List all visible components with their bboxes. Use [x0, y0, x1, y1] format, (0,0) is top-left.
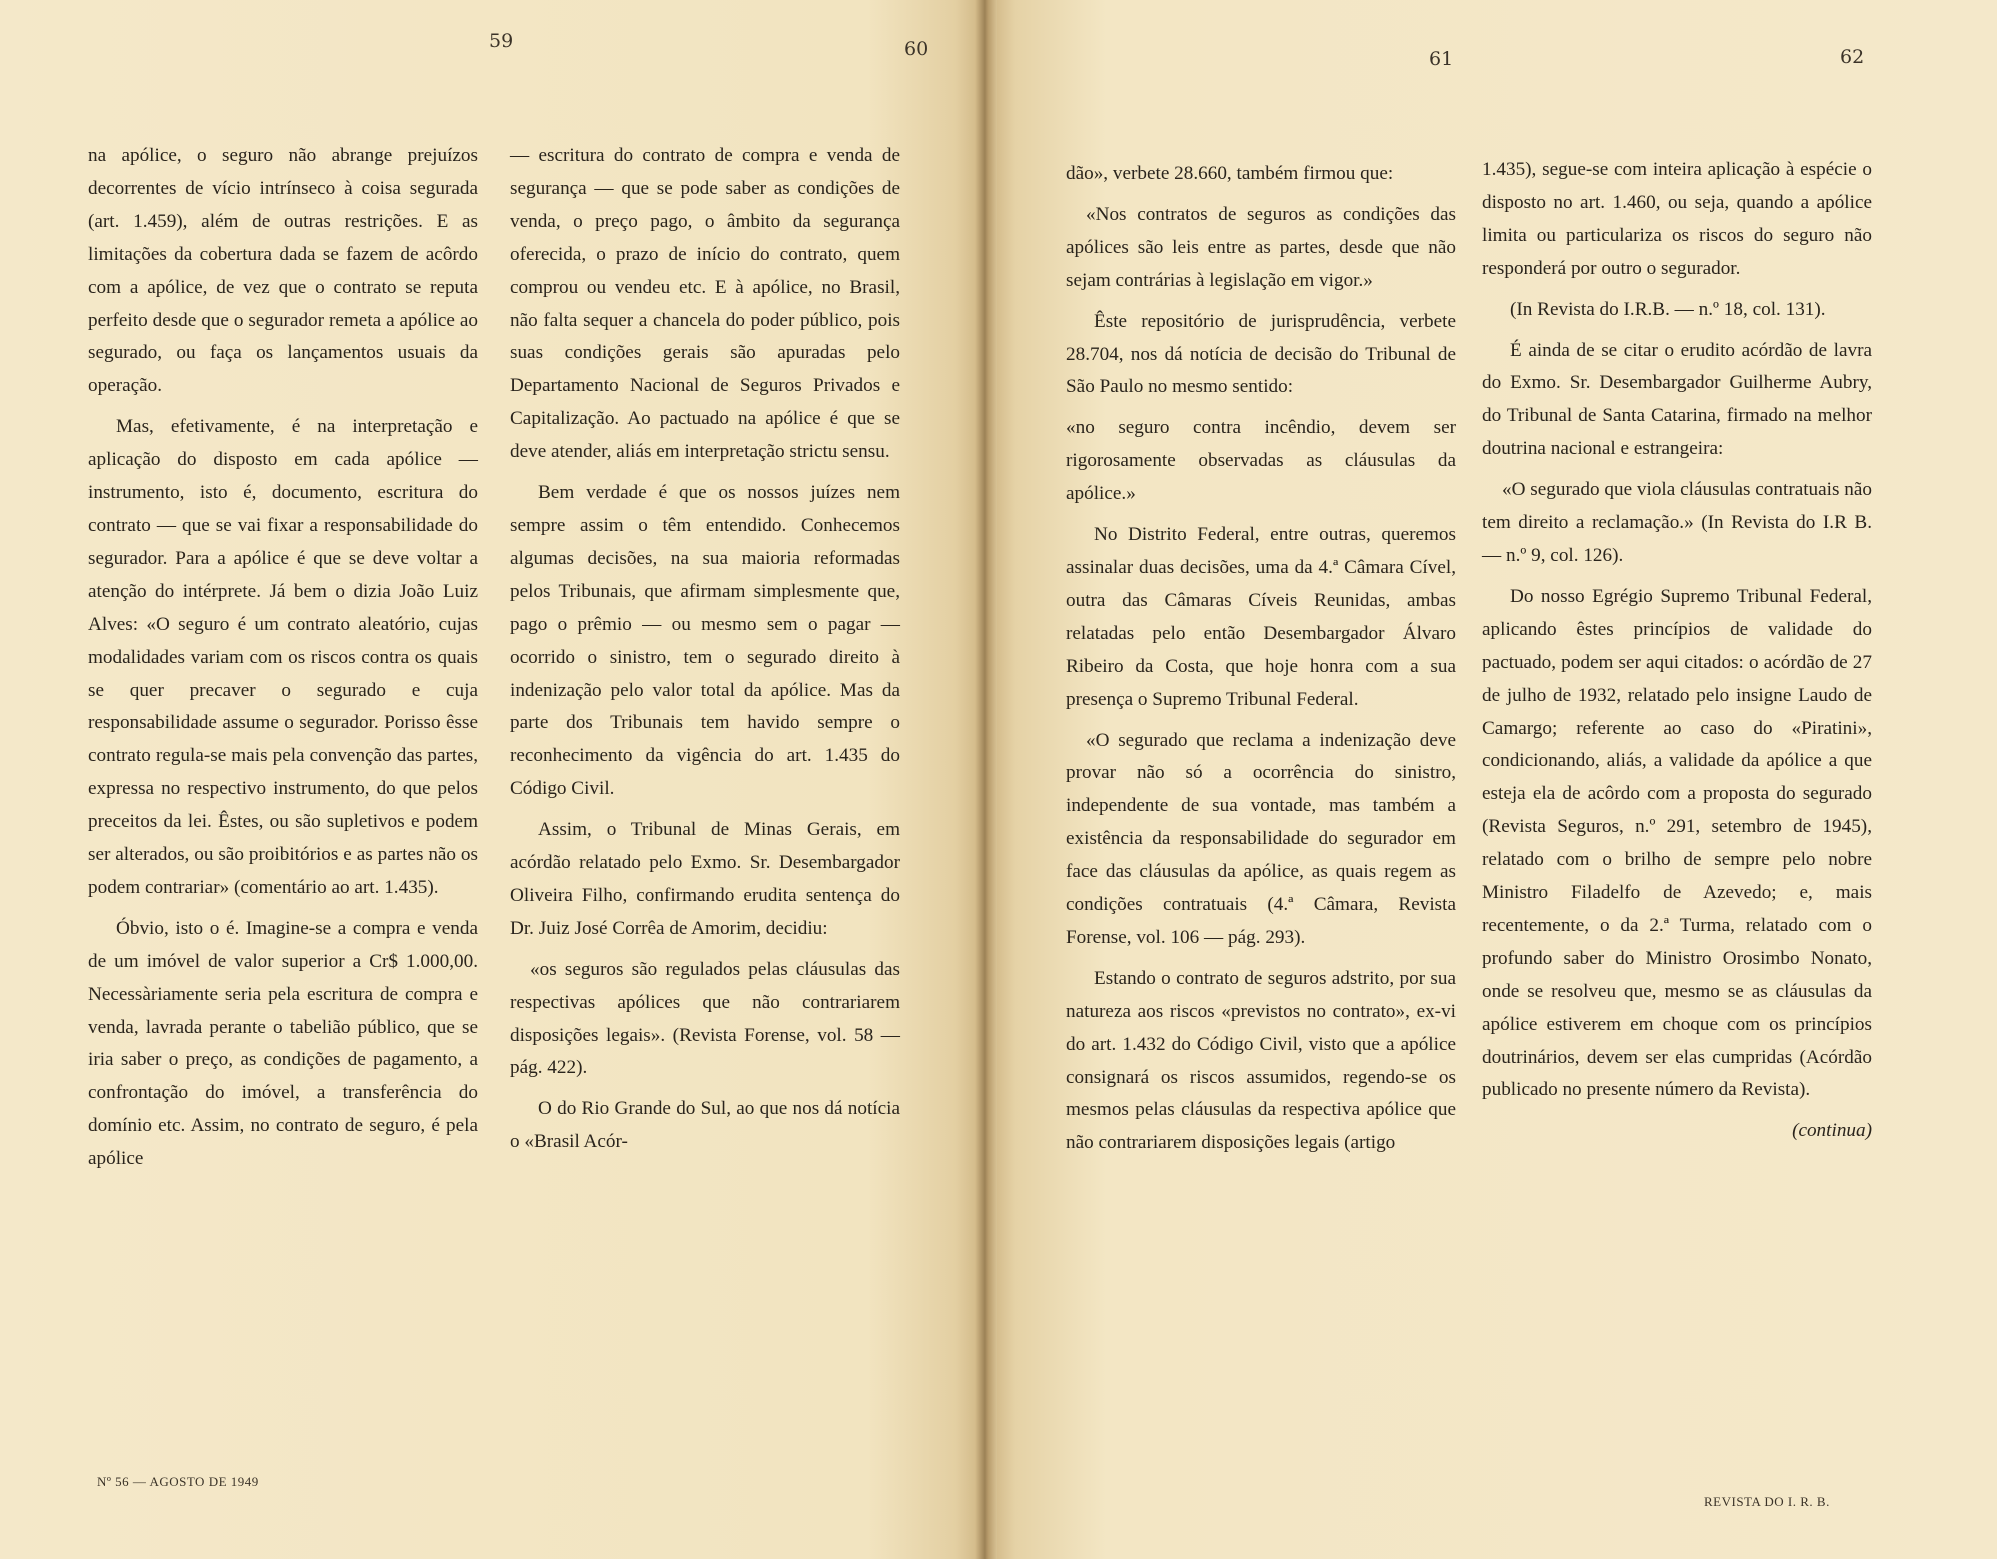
paragraph: Estando o contrato de seguros adstrito, por sua natureza aos riscos «previstos no contrato», ex-vi do art. 1.432 do Código Civil, visto que a apólice consignará os riscos assumidos, regendo-se os mesmos pelas cláusulas da respectiva apólice que não contrariarem disposições legais (artigo [1066, 967, 1456, 1154]
paragraph: Do nosso Egrégio Supremo Tribunal Federal, aplicando êstes princípios de validade do pactuado, podem ser aqui citados: o acórdão de 27 de julho de 1932, relatado pelo insigne Laudo de Camargo; referente ao caso do «Piratini», condicionando, aliás, a validade da apólice a que esteja ela de acôrdo com a proposta do segurado (Revista Seguros, n.º 291, setembro de 1945), relatado com o brilho de sempre pelo nobre Ministro Filadelfo de Azevedo; e, mais recentemente, o da 2.ª Turma, relatado com o profundo saber do Ministro Orosimbo Nonato, onde se resolveu que, mesmo se as cláusulas da apólice estiverem em choque com os princípios doutrinários, devem ser elas cumpridas (Acórdão publicado no presente número da Revista). [1482, 585, 1872, 1101]
footer-issue-date: Nº 56 — AGOSTO DE 1949 [97, 1474, 259, 1489]
paragraph: Êste repositório de jurisprudência, verbete 28.704, nos dá notícia de decisão do Tribunal de São Paulo no mesmo sentido: [1066, 310, 1456, 398]
paragraph: 1.435), segue-se com inteira aplicação à espécie o disposto no art. 1.460, ou seja, quando a apólice limita ou particulariza os riscos do seguro não responderá por outro o segurador. [1482, 159, 1872, 279]
column-page-60 [510, 140, 900, 1167]
column-page-59 [88, 140, 478, 1184]
column-page-62 [1482, 154, 1872, 1156]
paragraph: O do Rio Grande do Sul, ao que nos dá notícia o «Brasil Acór- [510, 1098, 900, 1153]
paragraph: Óbvio, isto o é. Imagine-se a compra e venda de um imóvel de valor superior a Cr$ 1.000,00. Necessàriamente seria pela escritura de compra e venda, lavrada perante o tabelião público, que se iria saber o preço, as condições de pagamento, a confrontação do imóvel, a transferência do domínio etc. Assim, no contrato de seguro, é pela apólice [88, 917, 478, 1170]
footer-journal-name: REVISTA DO I. R. B. [1704, 1494, 1830, 1509]
paragraph: dão», verbete 28.660, também firmou que: [1066, 163, 1394, 184]
paragraph: — escritura do contrato de compra e venda de segurança — que se pode saber as condições de venda, o preço pago, o âmbito da segurança oferecida, o prazo de início do contrato, quem comprou ou vendeu etc. E à apólice, no Brasil, não falta sequer a chancela do poder público, pois suas condições gerais são apuradas pelo Departamento Nacional de Seguros Privados e Capitalização. Ao pactuado na apólice é que se deve atender, aliás em interpretação strictu sensu. [510, 145, 900, 463]
paragraph: na apólice, o seguro não abrange prejuízos decorrentes de vício intrínseco à coisa segurada (art. 1.459), além de outras restrições. E as limitações da cobertura dada se fazem de acôrdo com a apólice, de vez que o contrato se reputa perfeito desde que o segurador remeta a apólice ao segurado, ou faça os lançamentos usuais da operação. [88, 145, 478, 397]
page-number-61: 61 [1429, 48, 1454, 70]
paragraph: Assim, o Tribunal de Minas Gerais, em acórdão relatado pelo Exmo. Sr. Desembargador Oliveira Filho, confirmando erudita sentença do Dr. Juiz José Corrêa de Amorim, decidiu: [510, 819, 900, 939]
quotation: «O segurado que viola cláusulas contratuais não tem direito a reclamação.» (In Revista do I.R B. — n.º 9, col. 126). [1482, 479, 1872, 566]
citation: (In Revista do I.R.B. — n.º 18, col. 131). [1510, 298, 1826, 320]
quotation: «O segurado que reclama a indenização deve provar não só a ocorrência do sinistro, independente de sua vontade, mas também a existência da responsabilidade do segurador em face das cláusulas da apólice, as quais regem as condições contratuais (4.ª Câmara, Revista Forense, vol. 106 — pág. 293). [1066, 729, 1456, 948]
paragraph: Bem verdade é que os nossos juízes nem sempre assim o têm entendido. Conhecemos algumas decisões, na sua maioria reformadas pelos Tribunais, que afirmam simplesmente que, pago o prêmio — ou mesmo sem o pagar — ocorrido o sinistro, tem o segurado direito à indenização pelo valor total da apólice. Mas da parte dos Tribunais tem havido sempre o reconhecimento da vigência do art. 1.435 do Código Civil. [510, 482, 900, 800]
quotation: «no seguro contra incêndio, devem ser rigorosamente observadas as cláusulas da apólice.» [1066, 417, 1456, 505]
column-page-61 [1066, 158, 1456, 1168]
quotation: «Nos contratos de seguros as condições das apólices são leis entre as partes, desde que não sejam contrárias à legislação em vigor.» [1066, 203, 1456, 291]
paragraph: É ainda de se citar o erudito acórdão de lavra do Exmo. Sr. Desembargador Guilherme Aubry, do Tribunal de Santa Catarina, firmado na melhor doutrina nacional e estrangeira: [1482, 339, 1872, 460]
paragraph: No Distrito Federal, entre outras, queremos assinalar duas decisões, uma da 4.ª Câmara Cível, outra das Câmaras Cíveis Reunidas, ambas relatadas pelo então Desembargador Álvaro Ribeiro da Costa, que hoje honra com a sua presença o Supremo Tribunal Federal. [1066, 524, 1456, 710]
paragraph: Mas, efetivamente, é na interpretação e aplicação do disposto em cada apólice — instrumento, isto é, documento, escritura do contrato — que se vai fixar a responsabilidade do segurador. Para a apólice é que se deve voltar a atenção do intérprete. Já bem o dizia João Luiz Alves: «O seguro é um contrato aleatório, cujas modalidades variam com os riscos contra os quais se quer precaver o segurado e cuja responsabilidade assume o segurador. Porisso êsse contrato regula-se mais pela convenção das partes, expressa no respectivo instrumento, do que pelos preceitos da lei. Êstes, ou são supletivos e podem ser alterados, ou são proibitórios e as partes não os podem contrariar» (comentário ao art. 1.435). [88, 416, 478, 898]
page-number-59: 59 [489, 30, 514, 52]
quotation: «os seguros são regulados pelas cláusulas das respectivas apólices que não contrariarem disposições legais». (Revista Forense, vol. 58 — pág. 422). [510, 958, 900, 1079]
page-number-62: 62 [1840, 46, 1865, 68]
page-number-60: 60 [904, 38, 929, 60]
book-gutter [975, 0, 997, 1559]
continued-label: (continua) [1792, 1120, 1872, 1142]
